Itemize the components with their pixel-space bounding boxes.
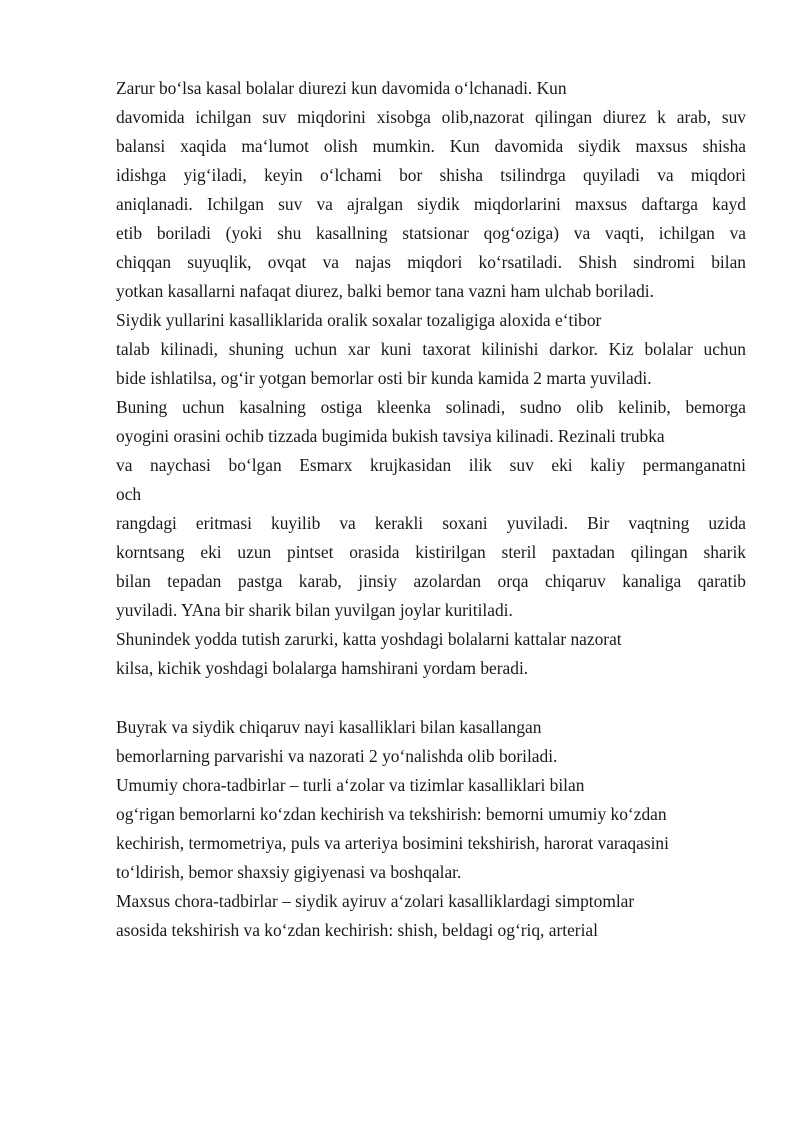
text-line: toʻldirish, bemor shaxsiy gigiyenasi va boshqalar. <box>116 862 462 882</box>
text-line: oyogini orasini ochib tizzada bugimida bukish tavsiya kilinadi. Rezinali trubka <box>116 426 665 446</box>
blank-line <box>116 683 746 713</box>
text-line: aniqlanadi. Ichilgan suv va ajralgan siydik miqdorlarini maxsus daftarga kayd <box>116 194 746 214</box>
text-line: bemorlarning parvarishi va nazorati 2 yoʻnalishda olib boriladi. <box>116 746 558 766</box>
text-line: bilan tepadan pastga karab, jinsiy azolardan orqa chiqaruv kanaliga qaratib <box>116 571 746 591</box>
text-line: Umumiy chora-tadbirlar – turli aʻzolar va tizimlar kasalliklari bilan <box>116 775 585 795</box>
text-line: korntsang eki uzun pintset orasida kistirilgan steril paxtadan qilingan sharik <box>116 542 746 562</box>
text-line: idishga yigʻiladi, keyin oʻlchami bor shisha tsilindrga quyiladi va miqdori <box>116 165 746 185</box>
text-line: rangdagi eritmasi kuyilib va kerakli soxani yuviladi. Bir vaqtning uzida <box>116 513 746 533</box>
text-line: och <box>116 484 142 504</box>
text-line: talab kilinadi, shuning uchun xar kuni taxorat kilinishi darkor. Kiz bolalar uchun <box>116 339 746 359</box>
text-line: Buyrak va siydik chiqaruv nayi kasalliklari bilan kasallangan <box>116 717 542 737</box>
text-line: chiqqan suyuqlik, ovqat va najas miqdori koʻrsatiladi. Shish sindromi bilan <box>116 252 746 272</box>
text-line: Maxsus chora-tadbirlar – siydik ayiruv aʻzolari kasalliklardagi simptomlar <box>116 891 635 911</box>
text-line: ogʻrigan bemorlarni koʻzdan kechirish va tekshirish: bemorni umumiy koʻzdan <box>116 804 667 824</box>
text-line: kilsa, kichik yoshdagi bolalarga hamshirani yordam beradi. <box>116 658 529 678</box>
document-body <box>116 74 746 945</box>
text-line: yotkan kasallarni nafaqat diurez, balki bemor tana vazni ham ulchab boriladi. <box>116 281 654 301</box>
text-line: Zarur boʻlsa kasal bolalar diurezi kun davomida oʻlchanadi. Kun <box>116 78 567 98</box>
text-line: davomida ichilgan suv miqdorini xisobga olib,nazorat qilingan diurez k arab, suv <box>116 107 746 127</box>
text-line: Shunindek yodda tutish zarurki, katta yoshdagi bolalarni kattalar nazorat <box>116 629 622 649</box>
text-line: Siydik yullarini kasalliklarida oralik soxalar tozaligiga aloxida eʻtibor <box>116 310 602 330</box>
text-line: kechirish, termometriya, puls va arteriya bosimini tekshirish, harorat varaqasini <box>116 833 669 853</box>
text-line: etib boriladi (yoki shu kasallning statsionar qogʻoziga) va vaqti, ichilgan va <box>116 223 746 243</box>
text-line: bide ishlatilsa, ogʻir yotgan bemorlar osti bir kunda kamida 2 marta yuviladi. <box>116 368 652 388</box>
text-line: yuviladi. YAna bir sharik bilan yuvilgan joylar kuritiladi. <box>116 600 513 620</box>
text-line: va naychasi boʻlgan Esmarx krujkasidan ilik suv eki kaliy permanganatni <box>116 455 746 475</box>
text-line: Buning uchun kasalning ostiga kleenka solinadi, sudno olib kelinib, bemorga <box>116 397 746 417</box>
text-line: asosida tekshirish va koʻzdan kechirish: shish, beldagi ogʻriq, arterial <box>116 920 598 940</box>
text-line: balansi xaqida maʻlumot olish mumkin. Kun davomida siydik maxsus shisha <box>116 136 746 156</box>
